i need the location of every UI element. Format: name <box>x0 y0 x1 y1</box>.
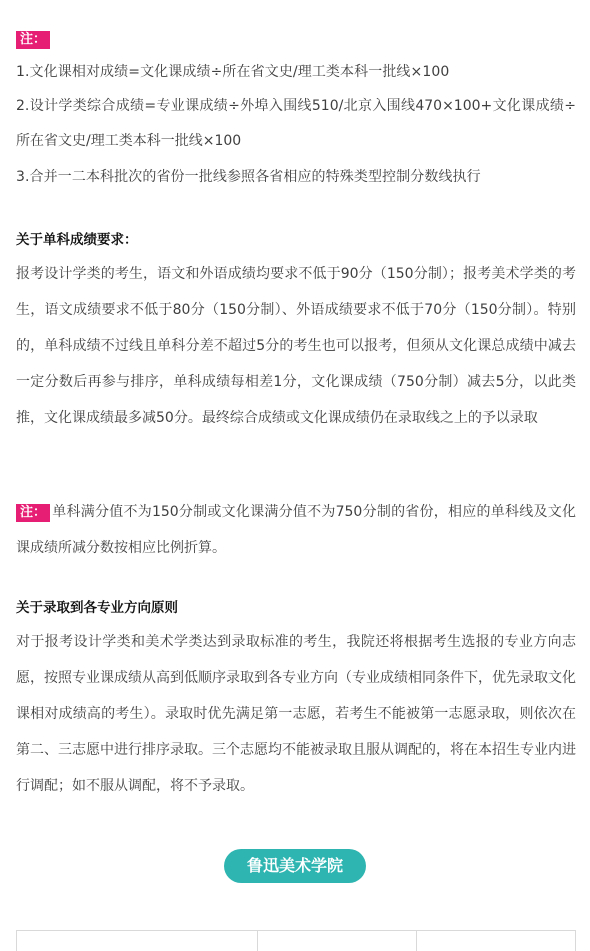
admission-body: 对于报考设计学类和美术学类达到录取标准的考生，我院还将根据考生选报的专业方向志愿，按照专业课成绩从高到低顺序录取到各专业方向（专业成绩相同条件下，优先录取文化课相对成绩高的考生）。录取时优先满足第一志愿，若考生不能被第一志愿录取，则依次在第二、三志愿中进行排序录取。三个志愿均不能被录取且服从调配的，将在本招生专业内进行调配；如不服从调配，将不予录取。 <box>16 634 576 794</box>
single-subject-heading: 关于单科成绩要求： <box>16 232 138 248</box>
note2-paragraph <box>16 494 576 566</box>
info-table <box>16 930 576 951</box>
note-item-1: 1.文化课相对成绩=文化课成绩÷所在省文史/理工类本科一批线×100 <box>16 64 450 80</box>
admission-heading: 关于录取到各专业方向原则 <box>16 600 178 616</box>
note2-text: 单科满分值不为150分制或文化课满分值不为750分制的省份，相应的单科线及文化课成绩所减分数按相应比例折算。 <box>16 504 576 556</box>
note-item-2: 2.设计学类综合成绩=专业课成绩÷外埠入围线510/北京入围线470×100+文化课成绩÷所在省文史/理工类本科一批线×100 <box>16 98 576 149</box>
school-name-badge: 鲁迅美术学院 <box>224 849 366 883</box>
note-tag: 注： <box>16 31 50 49</box>
table-cell <box>417 931 575 951</box>
note2-tag: 注： <box>16 504 50 522</box>
single-subject-body: 报考设计学类的考生，语文和外语成绩均要求不低于90分（150分制）；报考美术学类的考生，语文成绩要求不低于80分（150分制）、外语成绩要求不低于70分（150分制）。特别的，单科成绩不过线且单科分差不超过5分的考生也可以报考，但须从文化课总成绩中减去一定分数后再参与排序，单科成绩每相差1分，文化课成绩（750分制）减去5分，以此类推，文化课成绩最多减50分。最终综合成绩或文化课成绩仍在录取线之上的予以录取 <box>16 266 576 426</box>
table-cell <box>258 931 417 951</box>
note-section <box>16 28 576 49</box>
note-item-3: 3.合并一二本科批次的省份一批线参照各省相应的特殊类型控制分数线执行 <box>16 169 481 185</box>
table-cell <box>17 931 258 951</box>
